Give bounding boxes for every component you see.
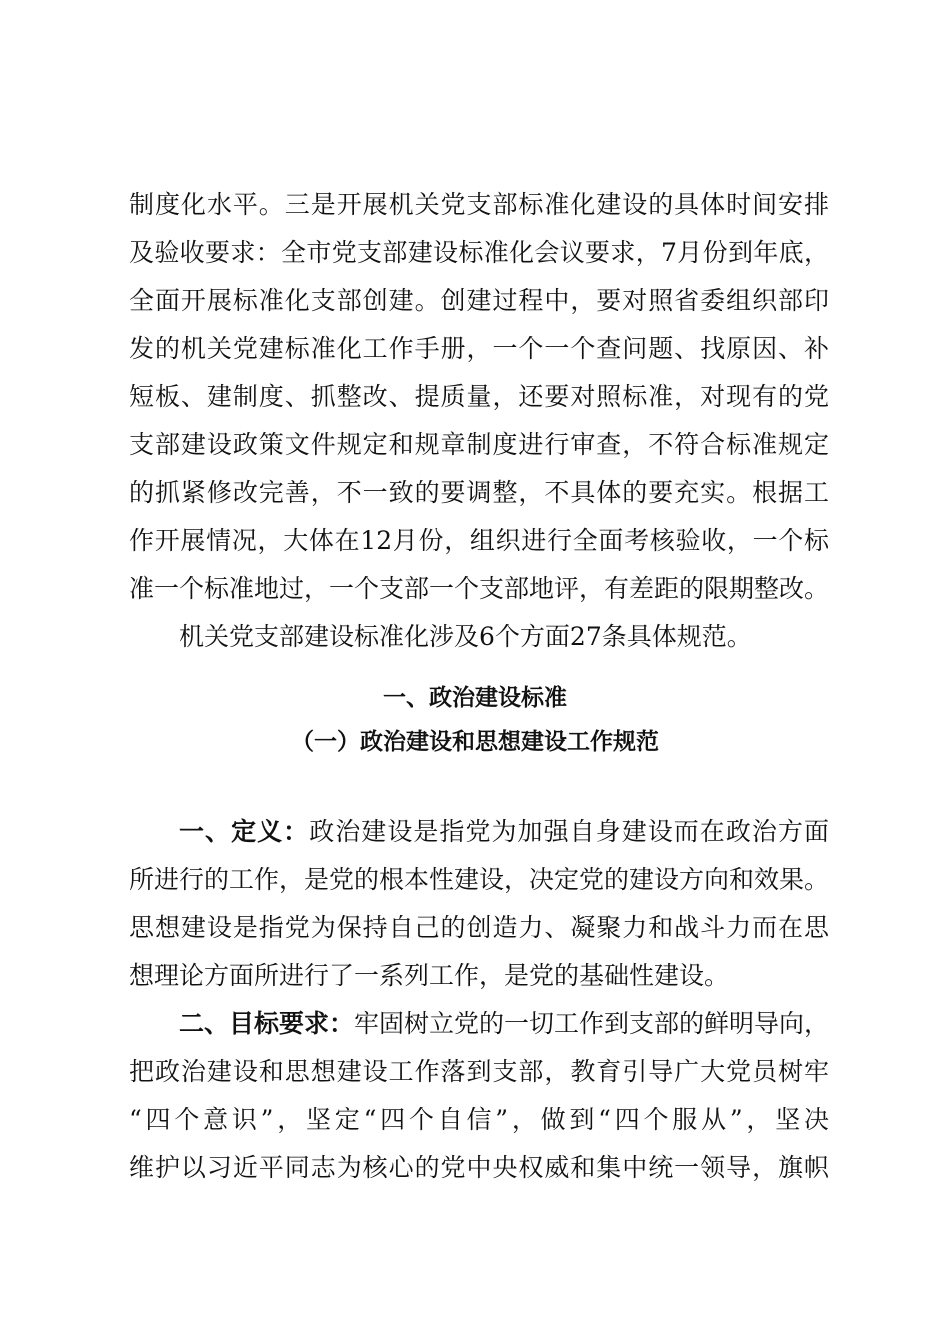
- goals-line-1: [179, 1004, 829, 1044]
- definition-first-line-text: 政治建设是指党为加强自身建设而在政治方面: [309, 817, 829, 846]
- paragraph-1-line-6: 支部建设政策文件规定和规章制度进行审查，不符合标准规定: [129, 430, 829, 459]
- definition-line-3: 思想建设是指党为保持自己的创造力、凝聚力和战斗力而在思: [129, 913, 829, 942]
- subsection-heading: （一）政治建设和思想建设工作规范: [291, 729, 659, 755]
- paragraph-1-line-2: 及验收要求：全市党支部建设标准化会议要求，7月份到年底，: [129, 238, 829, 267]
- paragraph-1-line-3: 全面开展标准化支部创建。创建过程中，要对照省委组织部印: [129, 286, 829, 315]
- paragraph-2: 机关党支部建设标准化涉及6个方面27条具体规范。: [179, 622, 752, 651]
- paragraph-1-line-8: 作开展情况，大体在12月份，组织进行全面考核验收，一个标: [129, 526, 829, 555]
- goals-line-4: 维护以习近平同志为核心的党中央权威和集中统一领导，旗帜: [129, 1153, 829, 1182]
- definition-label: 一、定义：: [179, 817, 310, 846]
- definition-line-4: 想理论方面所进行了一系列工作，是党的基础性建设。: [129, 961, 730, 990]
- goals-line-3: “四个意识”，坚定“四个自信”，做到“四个服从”，坚决: [129, 1105, 829, 1134]
- paragraph-1-line-4: 发的机关党建标准化工作手册，一个一个查问题、找原因、补: [129, 334, 829, 363]
- goals-first-line-text: 牢固树立党的一切工作到支部的鲜明导向，: [354, 1009, 830, 1038]
- section-heading: 一、政治建设标准: [383, 685, 567, 711]
- paragraph-1-line-9: 准一个标准地过，一个支部一个支部地评，有差距的限期整改。: [129, 574, 830, 603]
- paragraph-1-line-7: 的抓紧修改完善，不一致的要调整，不具体的要充实。根据工: [129, 478, 829, 507]
- goals-line-2: 把政治建设和思想建设工作落到支部，教育引导广大党员树牢: [129, 1057, 829, 1086]
- definition-line-1: [179, 812, 829, 852]
- paragraph-1-line-5: 短板、建制度、抓整改、提质量，还要对照标准，对现有的党: [129, 382, 829, 411]
- paragraph-1-line-1: 制度化水平。三是开展机关党支部标准化建设的具体时间安排: [129, 190, 829, 219]
- definition-line-2: 所进行的工作，是党的根本性建设，决定党的建设方向和效果。: [129, 865, 830, 894]
- goals-label: 二、目标要求：: [179, 1009, 355, 1038]
